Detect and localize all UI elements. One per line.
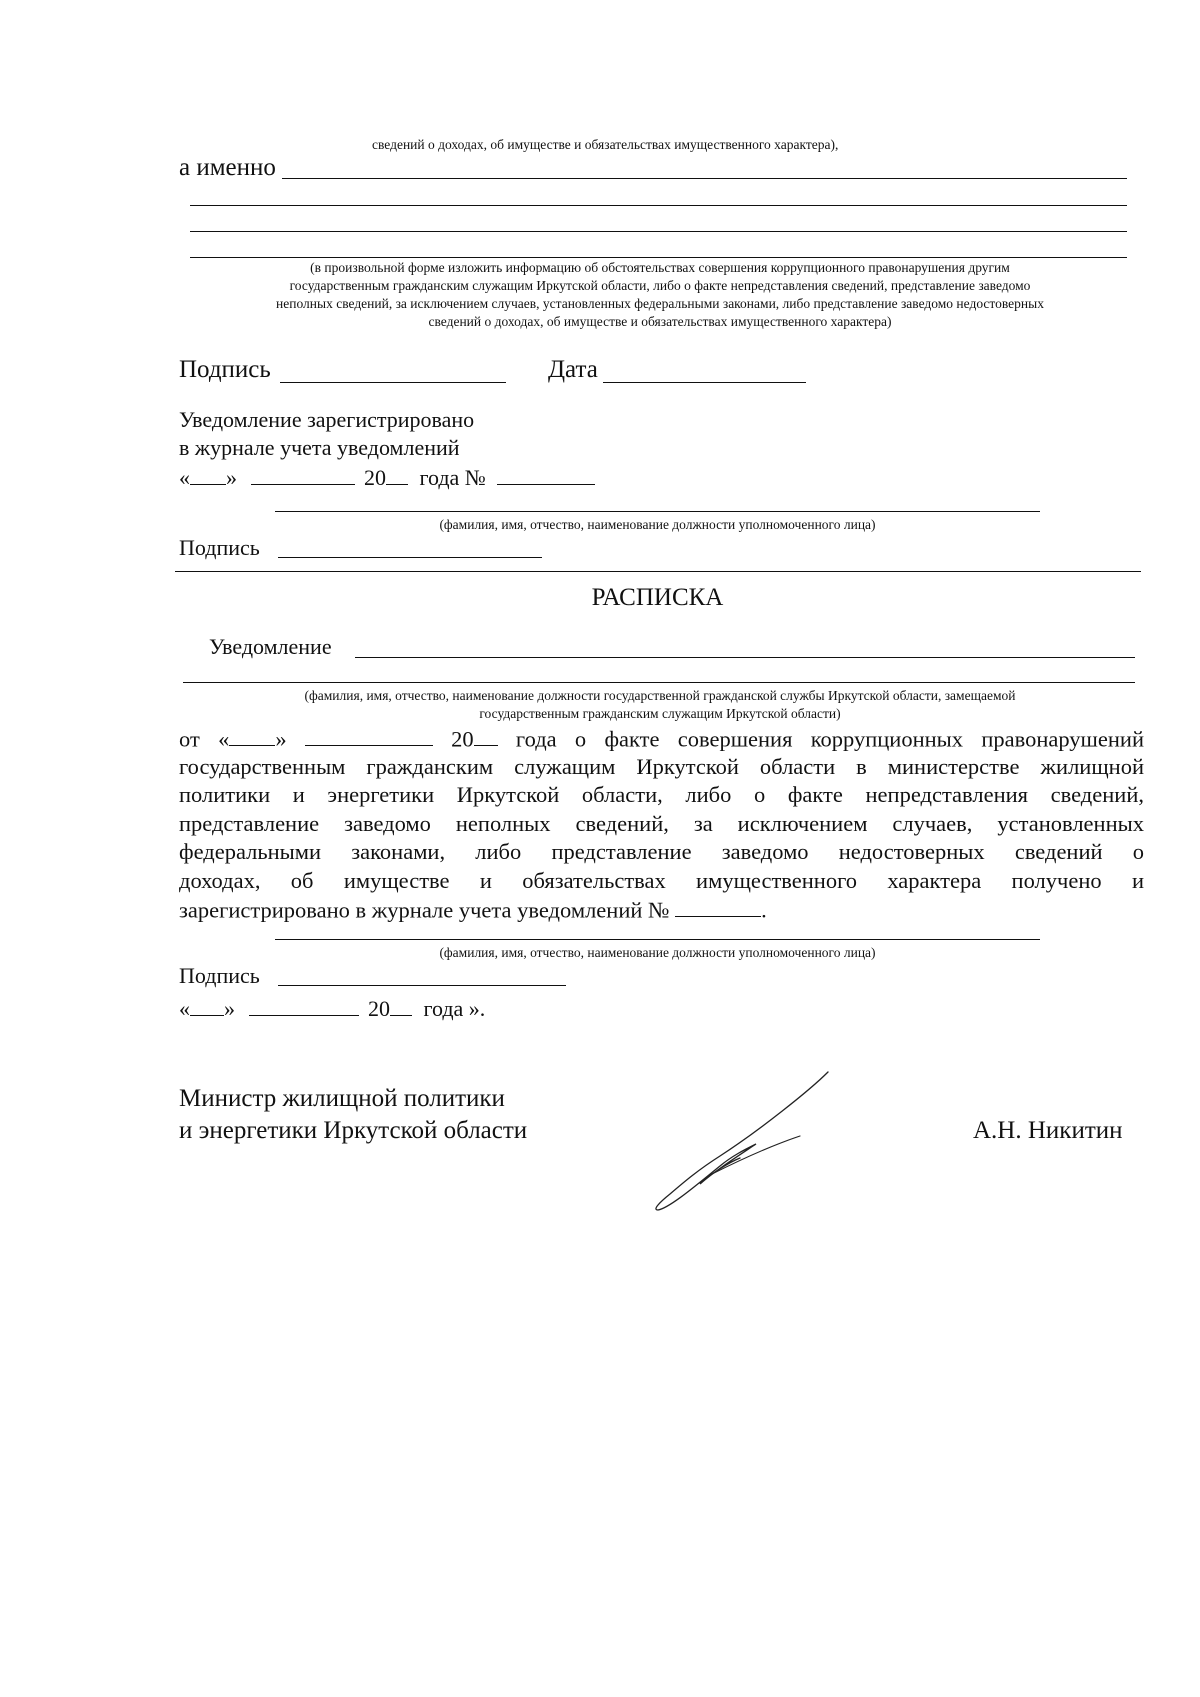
receipt-month-field[interactable] [305, 724, 433, 746]
receipt-date-tail: года ». [423, 995, 486, 1021]
year-field[interactable] [386, 463, 408, 485]
quote-open: « [179, 995, 190, 1021]
explain-note [170, 259, 1150, 331]
receipt-line: представление заведомо неполных сведений, за исключением случаев, установленных [179, 810, 1144, 836]
position-note [170, 687, 1150, 723]
receipt-sign-year-field[interactable] [390, 994, 412, 1016]
notice-label: Уведомление [209, 634, 332, 659]
receipt-last-line [179, 895, 1144, 924]
minister-title-line1: Министр жилищной политики [179, 1085, 505, 1112]
notice-input-line-2[interactable] [183, 682, 1135, 683]
namely-label: а именно [179, 154, 276, 181]
receipt-line: государственным гражданским служащим Иркутской области в министерстве жилищной [179, 753, 1144, 779]
receipt-number-field[interactable] [675, 895, 761, 917]
from-label: от [179, 726, 200, 752]
quote-open: « [218, 726, 230, 752]
explain-note-line: (в произвольной форме изложить информацию об обстоятельствах совершения коррупционного правонарушения другим [310, 260, 1010, 275]
receipt-body [179, 724, 1144, 924]
day-field[interactable] [190, 463, 226, 485]
details-line-2[interactable] [190, 205, 1127, 206]
section-divider [175, 571, 1141, 572]
receipt-signature-label: Подпись [179, 963, 260, 988]
year-suffix: года № [419, 464, 486, 490]
registration-number-field[interactable] [497, 463, 595, 485]
quote-close: » [224, 995, 235, 1021]
date-label: Дата [548, 356, 598, 383]
signature-input-line[interactable] [280, 382, 506, 383]
position-note-line: государственным гражданским служащим Иркутской области) [479, 706, 841, 721]
position-note-line: (фамилия, имя, отчество, наименование должности государственной гражданской службы Иркутской области, замещаемой [304, 688, 1016, 703]
receipt-title: РАСПИСКА [591, 584, 724, 611]
receipt-last-dot: . [761, 897, 767, 923]
explain-note-line: государственным гражданским служащим Иркутской области, либо о факте непредставления сведений, представление заведомо [289, 278, 1031, 293]
receipt-line: доходах, об имуществе и обязательствах имущественного характера получено и [179, 867, 1144, 893]
official-note: (фамилия, имя, отчество, наименование должности уполномоченного лица) [439, 517, 876, 532]
handwritten-signature [640, 1070, 850, 1220]
receipt-day-field[interactable] [229, 724, 275, 746]
receipt-line-1 [179, 724, 1144, 753]
registration-date-row [179, 463, 595, 491]
quote-close: » [226, 464, 237, 490]
details-line-3[interactable] [190, 231, 1127, 232]
receipt-sign-day-field[interactable] [190, 994, 224, 1016]
details-line-4[interactable] [190, 257, 1127, 258]
registration-signature-line[interactable] [278, 557, 542, 558]
receipt-sign-month-field[interactable] [249, 994, 359, 1016]
official-name-line[interactable] [275, 511, 1040, 512]
minister-name: А.Н. Никитин [973, 1117, 1123, 1144]
quote-close: » [275, 726, 287, 752]
namely-input-line[interactable] [282, 178, 1127, 179]
year-prefix: 20 [451, 726, 474, 752]
month-field[interactable] [251, 463, 355, 485]
receipt-line: политики и энергетики Иркутской области, либо о факте непредставления сведений, [179, 782, 1144, 807]
registration-line1: Уведомление зарегистрировано [179, 407, 475, 432]
receipt-official-note: (фамилия, имя, отчество, наименование должности уполномоченного лица) [439, 945, 876, 960]
explain-note-line: сведений о доходах, об имуществе и обязательствах имущественного характера) [428, 314, 892, 329]
registration-signature-label: Подпись [179, 535, 260, 560]
minister-title-line2: и энергетики Иркутской области [179, 1117, 528, 1144]
registration-line2: в журнале учета уведомлений [179, 435, 460, 460]
receipt-date-row [179, 994, 485, 1022]
receipt-line-1-text: года о факте совершения коррупционных правонарушений [515, 726, 1144, 752]
receipt-last-line-text: зарегистрировано в журнале учета уведомлений № [179, 897, 670, 923]
year-prefix: 20 [364, 464, 386, 490]
continuation-note: сведений о доходах, об имуществе и обязательствах имущественного характера), [372, 137, 839, 152]
receipt-line: федеральными законами, либо представление заведомо недостоверных сведений о [179, 839, 1144, 864]
notice-input-line[interactable] [355, 657, 1135, 658]
date-input-line[interactable] [603, 382, 806, 383]
receipt-signature-line[interactable] [278, 985, 566, 986]
receipt-official-line[interactable] [275, 939, 1040, 940]
signature-label: Подпись [179, 356, 271, 383]
receipt-year-field[interactable] [474, 724, 498, 746]
quote-open: « [179, 464, 190, 490]
year-prefix: 20 [368, 995, 390, 1021]
explain-note-line: неполных сведений, за исключением случаев, установленных федеральными законами, либо представление заведомо недостоверных [276, 296, 1044, 311]
